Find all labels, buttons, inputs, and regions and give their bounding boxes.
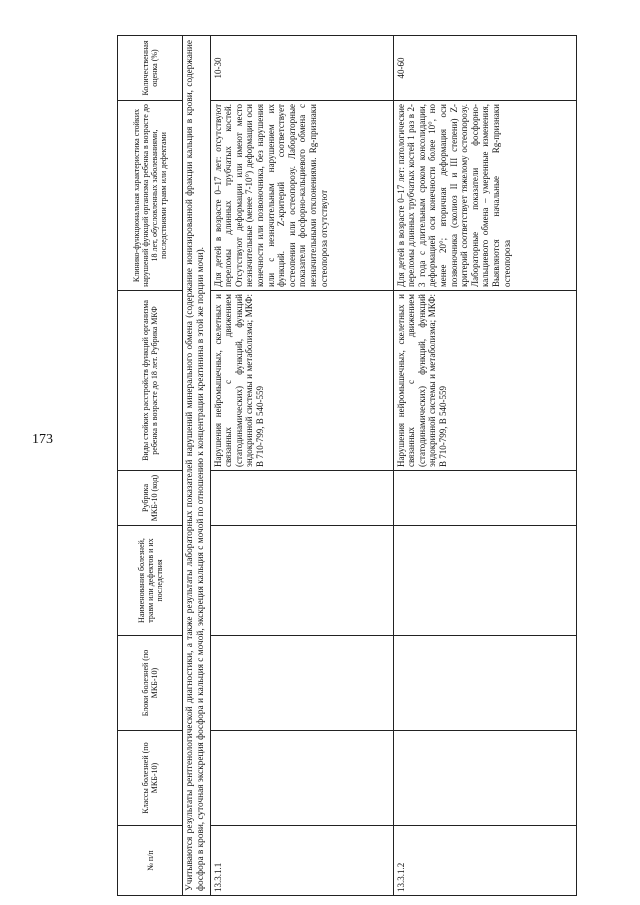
characteristic-cell: Для детей в возрасте 0–17 лет: патологические переломы длинных трубчатых костей 1 раз в 2-3 года с длительным сроком консолидации, деформацией оси конечности более 10°, но менее 20°; вторичная деформация оси позвоночника (сколиоз II и III степени) Z-критерий соответствует тяжелому остеопорозу. Лабораторные показатели фосфорно-кальциевого обмена – умеренные изменения, Выявляются начальные Rg-признаки остеопороза [393,101,576,291]
page-number: 173 [32,432,53,447]
row-number: 13.3.1.2 [393,826,576,896]
note-row [183,36,211,896]
score-cell: 40-60 [393,36,576,101]
cell-empty [210,636,393,731]
cell-empty [393,526,576,636]
col-header-classes: Классы болезней (по МКБ-10) [118,731,183,826]
cell-empty [210,471,393,526]
cell-empty [210,526,393,636]
col-header-code: Рубрика МКБ-10 (код) [118,471,183,526]
table-row [210,36,393,896]
cell-empty [393,731,576,826]
cell-empty [210,731,393,826]
header-row [118,36,183,896]
col-header-score: Количественная оценка (%) [118,36,183,101]
characteristic-cell: Для детей в возрасте 0–17 лет: отсутствуют переломы длинных трубчатых костей. Отсутствуют деформации или имеют место незначительные (менее 7-10°) деформации оси конечности или позвоночника, без нарушения или с незначительным нарушением их функций. Z-критерий соответствует остеопении или остеопорозу. Лабораторные показатели фосфорно-кальциевого обмена с незначительными отклонениями. Rg-признаки остеопороза отсутствуют [210,101,393,291]
col-header-blocks: Блоки болезней (по МКБ-10) [118,636,183,731]
criteria-table [117,35,577,896]
table-sheet [117,36,602,896]
row-number: 13.3.1.1 [210,826,393,896]
score-cell: 10-30 [210,36,393,101]
cell-empty [393,471,576,526]
col-header-impairments: Виды стойких расстройств функций организма ребенка в возрасте до 18 лет. Рубрика МКФ [118,291,183,471]
col-header-names: Наименования болезней, травм или дефектов и их последствия [118,526,183,636]
table-row [393,36,576,896]
cell-empty [393,636,576,731]
note-text: Учитываются результаты рентгенологической диагностики, а также результаты лабораторных показателей нарушений минерального обмена (содержание ионизированной фракции кальция в крови, содержание фосфора в крови, суточная экскреция фосфора и кальция с мочой, экскреция кальция с мочой по отношению к концентрации креатинина в этой же порции мочи). [183,36,211,896]
col-header-characteristic: Клинико-функциональная характеристика стойких нарушений функций организма ребенка в возрасте до 18 лет, обусловленных заболеваниями, последствиями травм или дефектами [118,101,183,291]
col-header-num: № п/п [118,826,183,896]
impairment-cell: Нарушения нейромышечных, скелетных и связанных с движением (статодинамических) функций, функций эндокринной системы и метаболизма; МКФ: В 710-799, В 540-559 [393,291,576,471]
impairment-cell: Нарушения нейромышечных, скелетных и связанных с движением (статодинамических) функций, функций эндокринной системы и метаболизма; МКФ: В 710-799, В 540-559 [210,291,393,471]
